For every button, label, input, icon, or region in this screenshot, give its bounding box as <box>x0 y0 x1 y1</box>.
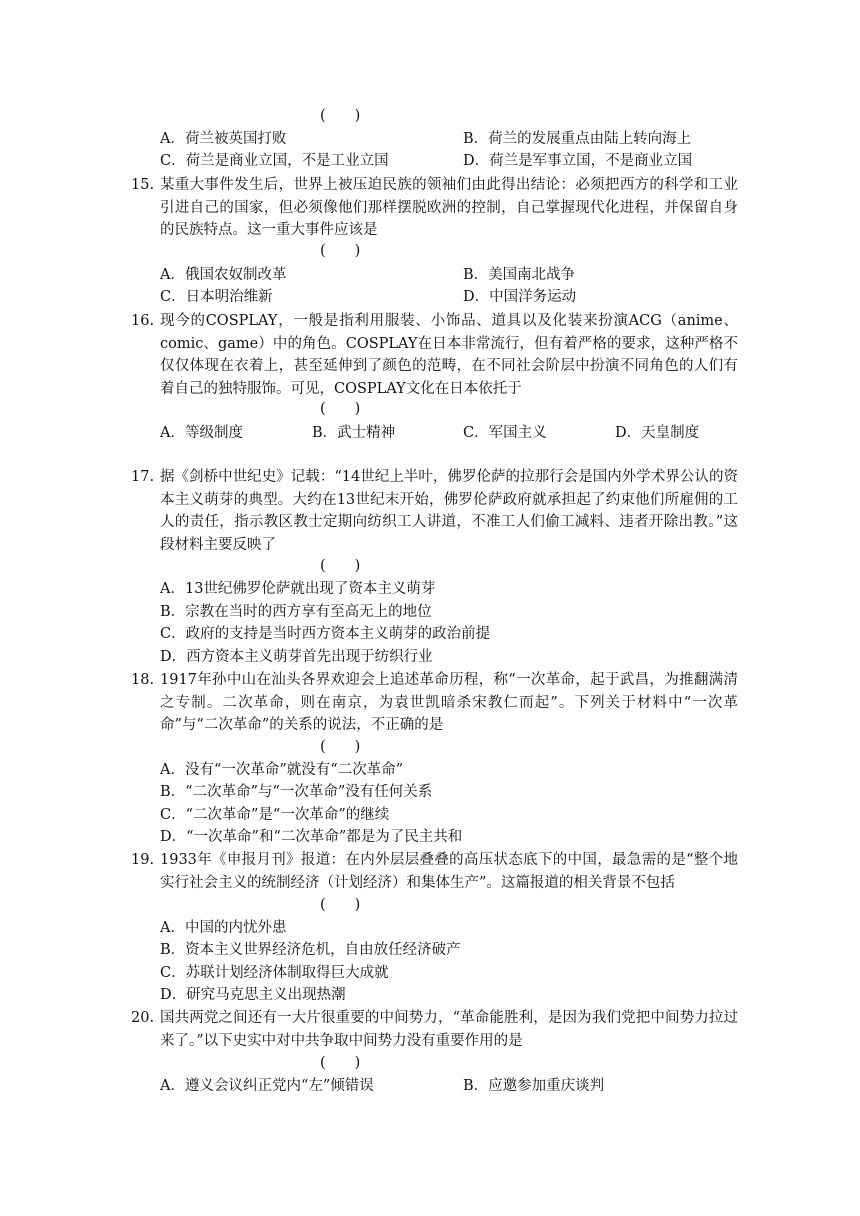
option-c: C．“二次革命”是“一次革命”的继续 <box>160 807 390 823</box>
question-stem: 1917年孙中山在汕头各界欢迎会上追述革命历程，称“一次革命，起于武昌，为推翻满清之专制。二次革命，则在南京，为袁世凯暗杀宋教仁而起”。下列关于材料中“一次革命”与“二次革命”的关系的说法，不正确的是 <box>160 672 738 734</box>
option-b: B．武士精神 <box>312 425 396 441</box>
option-c: C．苏联计划经济体制取得巨大成就 <box>160 965 389 981</box>
question-stem: 据《剑桥中世纪史》记载：“14世纪上半叶，佛罗伦萨的拉那行会是国内外学术界公认的资本主义萌芽的典型。大约在13世纪末开始，佛罗伦萨政府就承担起了约束他们所雇佣的工人的责任，指示教区教士定期向纺织工人讲道，不准工人们偷工减料、违者开除出教。”这段材料主要反映了 <box>160 469 738 553</box>
question-stem: 现今的COSPLAY，一般是指利用服装、小饰品、道具以及化装来扮演ACG（anime、comic、game）中的角色。COSPLAY在日本非常流行，但有着严格的要求，这种严格不仅仅体现在衣着上，甚至延伸到了颜色的范畴，在不同社会阶层中扮演不同角色的人们有着自己的独特服饰。可见，COSPLAY文化在日本依托于 <box>160 313 738 397</box>
question-stem: 国共两党之间还有一大片很重要的中间势力，“革命能胜利，是因为我们党把中间势力拉过来了。”以下史实中对中共争取中间势力没有重要作用的是 <box>160 1010 738 1049</box>
answer-paren: ( ) <box>320 243 361 259</box>
option-d: D．天皇制度 <box>615 425 700 441</box>
option-d: D．“一次革命”和“二次革命”都是为了民主共和 <box>160 829 463 845</box>
question-number: 17. <box>131 469 155 485</box>
question-number: 15. <box>131 177 155 193</box>
answer-paren: ( ) <box>320 558 361 574</box>
answer-paren: ( ) <box>320 1055 361 1071</box>
option-b: B．美国南北战争 <box>463 267 576 283</box>
option-c: C．荷兰是商业立国，不是工业立国 <box>160 153 389 169</box>
option-d: D．中国洋务运动 <box>463 289 577 305</box>
answer-paren: ( ) <box>320 401 361 417</box>
option-b: B．宗教在当时的西方享有至高无上的地位 <box>160 604 432 620</box>
question-number: 20. <box>131 1010 155 1026</box>
answer-paren: ( ) <box>320 739 361 755</box>
option-c: C．政府的支持是当时西方资本主义萌芽的政治前提 <box>160 626 491 642</box>
option-b: B．应邀参加重庆谈判 <box>463 1078 605 1094</box>
option-d: D．西方资本主义萌芽首先出现于纺织行业 <box>160 649 433 665</box>
option-a: A．中国的内忧外患 <box>160 920 287 936</box>
option-a: A．没有“一次革命”就没有“二次革命” <box>160 762 404 778</box>
answer-paren: ( ) <box>320 108 361 124</box>
option-c: C．日本明治维新 <box>160 289 273 305</box>
option-d: D．荷兰是军事立国，不是商业立国 <box>463 153 693 169</box>
option-c: C．军国主义 <box>463 425 547 441</box>
question-stem: 1933年《申报月刊》报道：在内外层层叠叠的高压状态底下的中国，最急需的是“整个地实行社会主义的统制经济（计划经济）和集体生产”。这篇报道的相关背景不包括 <box>160 852 738 891</box>
question-number: 19. <box>131 852 155 868</box>
option-a: A．荷兰被英国打败 <box>160 131 287 147</box>
option-b: B．资本主义世界经济危机，自由放任经济破产 <box>160 942 461 958</box>
question-number: 16. <box>131 313 155 329</box>
option-a: A．等级制度 <box>160 425 243 441</box>
option-a: A．13世纪佛罗伦萨就出现了资本主义萌芽 <box>160 581 436 597</box>
option-b: B．荷兰的发展重点由陆上转向海上 <box>463 131 692 147</box>
option-d: D．研究马克思主义出现热潮 <box>160 987 346 1003</box>
option-a: A．俄国农奴制改革 <box>160 267 287 283</box>
option-b: B．“二次革命”与“一次革命”没有任何关系 <box>160 784 433 800</box>
question-stem: 某重大事件发生后，世界上被压迫民族的领袖们由此得出结论：必须把西方的科学和工业引进自己的国家，但必须像他们那样摆脱欧洲的控制，自己掌握现代化进程，并保留自身的民族特点。这一重大事件应该是 <box>160 177 738 239</box>
question-number: 18. <box>131 672 155 688</box>
answer-paren: ( ) <box>320 897 361 913</box>
option-a: A．遵义会议纠正党内“左”倾错误 <box>160 1078 374 1094</box>
